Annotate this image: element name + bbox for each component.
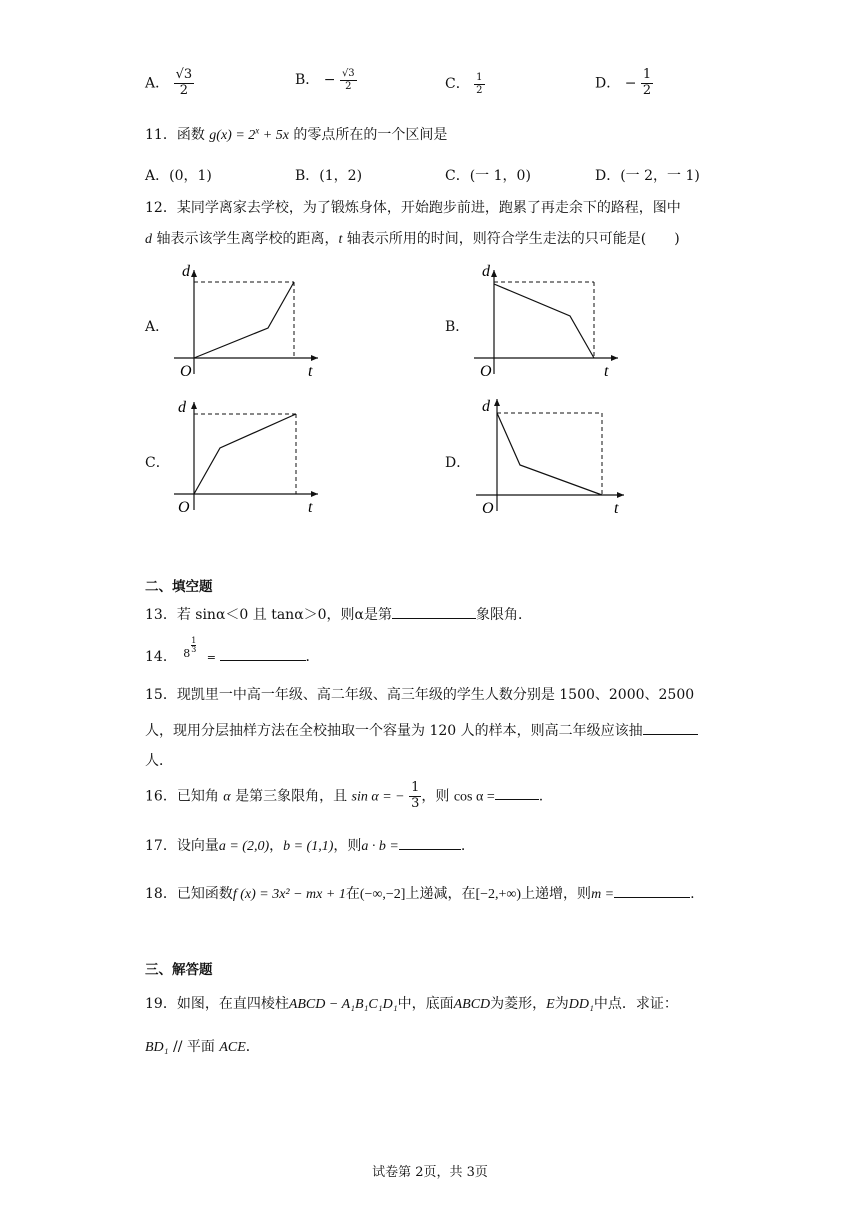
- t-axis-arrow: [311, 491, 318, 497]
- d-axis-arrow: [494, 399, 500, 406]
- stem-text: 中点．求证：: [593, 996, 678, 1012]
- point-e: E: [546, 997, 555, 1012]
- question-number: 11．: [145, 127, 177, 143]
- stem-text: 17．设向量: [145, 838, 219, 854]
- fraction: [174, 68, 195, 99]
- period: ．: [245, 1039, 260, 1055]
- fraction: [340, 68, 357, 92]
- origin-label: O: [482, 500, 494, 517]
- q16: [145, 781, 543, 812]
- stem-text: 19．如图，在直四棱柱: [145, 996, 289, 1012]
- stem-text: 上递增，则: [521, 886, 592, 902]
- function-expression: g(x) = 2: [209, 128, 256, 143]
- q12-stem-line2: [145, 228, 680, 248]
- fraction: [474, 72, 484, 96]
- page-footer: 试卷第 2页，共 3页: [372, 1165, 488, 1180]
- t-axis-arrow: [311, 355, 318, 361]
- d-axis-label: d: [482, 398, 490, 415]
- stem-text: 是第三象限角，且: [235, 788, 348, 805]
- q12-graph-b: [468, 262, 628, 382]
- t-axis-label: t: [604, 363, 609, 380]
- base: 8: [183, 647, 191, 660]
- denominator: 2: [345, 80, 352, 92]
- stem-text: ，则: [333, 838, 362, 854]
- stem-text: 的零点所在的一个区间是: [293, 127, 448, 143]
- numerator: 1: [411, 780, 420, 795]
- q19-line1: [145, 993, 678, 1013]
- m-variable: m =: [591, 887, 615, 902]
- q12-option-d-label: D．: [445, 455, 471, 471]
- stem-text: 13．若 sinα＜0 且 tanα＞0，则α是第: [145, 607, 393, 623]
- graph-curve: [194, 282, 294, 358]
- question-number: 14．: [145, 649, 177, 665]
- q10-option-b: [295, 68, 357, 92]
- denominator: 2: [476, 84, 483, 96]
- segment-bd1: BD₁: [145, 1040, 169, 1055]
- interval-2: [−2,+∞): [475, 887, 522, 902]
- q10-option-a: [145, 68, 194, 99]
- sin-expression: sin α = −: [351, 789, 405, 805]
- function-expression: f (x) = 3x² − mx + 1: [232, 887, 346, 902]
- option-label: C．: [445, 76, 470, 92]
- segment-dd1: DD₁: [568, 997, 594, 1012]
- q12-option-a-label: A．: [145, 319, 170, 335]
- q18: [145, 883, 695, 903]
- q12-option-c-label: C．: [145, 455, 170, 471]
- q12-graph-d: [470, 393, 635, 521]
- stem-text: 上递减，在: [405, 886, 476, 902]
- q12-stem-line1: 12．某同学离家去学校，为了锻炼身体，开始跑步前进，跑累了再走余下的路程，图中: [145, 200, 681, 216]
- stem-text: 人，现用分层抽样方法在全校抽取一个容量为 120 人的样本，则高二年级应该抽: [145, 723, 643, 739]
- dot-product: a · b =: [361, 839, 399, 854]
- stem-text: 16．已知角: [145, 788, 219, 805]
- numerator: 1: [642, 67, 652, 82]
- q11-option-b: B．(1，2): [295, 168, 363, 184]
- stem-text: 为: [554, 996, 569, 1012]
- section-title-solve: 三、解答题: [145, 962, 213, 978]
- q10-option-c: [445, 72, 485, 96]
- q12-graph-a: [168, 262, 328, 382]
- minus-sign: −: [624, 75, 637, 92]
- answer-blank: [614, 896, 690, 898]
- answer-blank: [392, 617, 476, 619]
- equals: =: [203, 651, 220, 664]
- q15-line1: 15．现凯里一中高一年级、高二年级、高三年级的学生人数分别是 1500、2000、2500: [145, 687, 695, 703]
- stem-text: 轴表示所用的时间，则符合学生走法的只可能是( ): [342, 231, 680, 247]
- period: .: [460, 838, 466, 854]
- d-axis-arrow: [191, 402, 197, 409]
- t-axis-label: t: [308, 499, 313, 516]
- separator: ，: [269, 838, 284, 854]
- q11-option-d: D．(一 2，一 1): [595, 168, 700, 184]
- stem-text: 18．已知函数: [145, 886, 233, 902]
- denominator: 3: [411, 795, 420, 811]
- vector-a: a = (2,0): [218, 839, 270, 854]
- q15-line2: [145, 720, 698, 740]
- q13: [145, 604, 532, 624]
- q12-graph-c: [168, 396, 328, 521]
- q10-option-d: [595, 68, 653, 99]
- answer-blank: [643, 733, 698, 735]
- stem-text: ，则: [421, 788, 450, 805]
- t-axis-label: t: [614, 500, 619, 517]
- function-tail: + 5x: [259, 128, 289, 143]
- alpha-symbol: α: [223, 789, 231, 805]
- q11-option-c: C．(一 1，0): [445, 168, 531, 184]
- origin-label: O: [178, 499, 190, 516]
- denominator: 2: [642, 82, 652, 98]
- d-axis-label: d: [482, 263, 490, 280]
- q14: [145, 636, 320, 666]
- graph-curve: [497, 413, 602, 495]
- d-axis-arrow: [191, 270, 197, 277]
- option-label: B．: [295, 72, 320, 88]
- t-variable: t: [338, 232, 343, 247]
- t-axis-label: t: [308, 363, 313, 380]
- vector-b: b = (1,1): [283, 839, 334, 854]
- origin-label: O: [180, 363, 192, 380]
- stem-text: 函数: [176, 127, 205, 143]
- stem-text: 在: [345, 886, 360, 902]
- t-axis-arrow: [611, 355, 618, 361]
- plane-ace: ACE: [219, 1040, 246, 1055]
- section-title-fill-in: 二、填空题: [145, 579, 213, 595]
- minus-sign: −: [323, 72, 336, 88]
- numerator: 1: [191, 636, 197, 645]
- stem-text: 轴表示该学生离学校的距离，: [152, 231, 339, 247]
- cos-expression: cos α =: [453, 789, 495, 805]
- period: ．: [305, 649, 320, 665]
- graph-curve: [194, 414, 296, 494]
- base-name: ABCD: [453, 997, 491, 1012]
- prism-name: ABCD − A₁B₁C₁D₁: [288, 997, 398, 1012]
- d-axis-label: d: [182, 263, 190, 280]
- period: .: [538, 788, 544, 805]
- d-axis-arrow: [491, 270, 497, 277]
- stem-text: 中，底面: [397, 996, 454, 1012]
- numerator: 1: [476, 72, 483, 83]
- d-variable: d: [145, 232, 152, 247]
- stem-text: 象限角．: [476, 607, 533, 623]
- exponent: x: [255, 125, 260, 136]
- fraction: [409, 781, 421, 812]
- numerator: √3: [175, 67, 193, 82]
- q11-option-a: A．(0，1): [145, 168, 212, 184]
- stem-text: // 平面: [168, 1039, 220, 1055]
- denominator: 2: [179, 82, 188, 98]
- fraction: [641, 68, 653, 99]
- option-label: A．: [145, 75, 170, 92]
- numerator: √3: [341, 68, 355, 79]
- q19-line2: [145, 1036, 260, 1056]
- denominator: 3: [191, 645, 197, 654]
- option-label: D．: [595, 75, 621, 92]
- q11-stem: [145, 124, 447, 144]
- q12-option-b-label: B．: [445, 319, 470, 335]
- q15-line3: 人．: [145, 753, 173, 769]
- t-axis-arrow: [617, 492, 624, 498]
- period: .: [690, 886, 695, 902]
- answer-blank: [495, 798, 539, 800]
- power-expression: [181, 636, 203, 661]
- q17: [145, 835, 465, 855]
- d-axis-label: d: [178, 399, 186, 416]
- exponent-fraction: [191, 637, 196, 654]
- interval-1: (−∞,−2]: [359, 887, 406, 902]
- graph-curve: [494, 284, 594, 358]
- answer-blank: [220, 659, 306, 661]
- answer-blank: [399, 848, 461, 850]
- origin-label: O: [480, 363, 492, 380]
- stem-text: 为菱形，: [490, 996, 547, 1012]
